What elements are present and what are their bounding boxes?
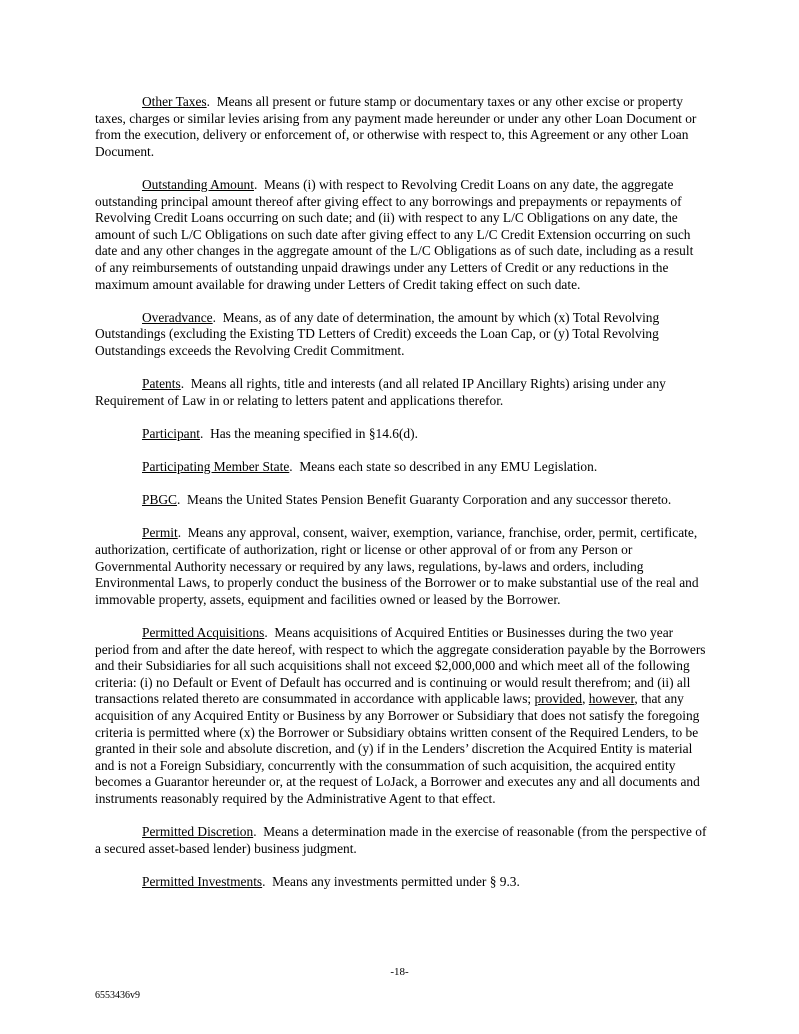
page-number: -18- [390, 966, 409, 978]
defined-term: Other Taxes [142, 94, 207, 109]
defined-term: Permitted Discretion [142, 824, 254, 840]
definition-other-taxes: Other Taxes. Means all present or future stamp or documentary taxes or any other excise or property taxes, charges or similar levies arising from any payment made hereunder or under any other Loan Document or from the execution, delivery or enforcement of, or otherwise with respect to, this Agreement or any other Loan Document. [95, 94, 697, 159]
definition-overadvance: Overadvance. Means, as of any date of determination, the amount by which (x) Total Revolving Outstandings (excluding the Existing TD Letters of Credit) exceeds the Loan Cap, or (y) Total Revolving Outstandings exceeds the Revolving Credit Commitment. [95, 309, 660, 358]
definition-participating-member-state: Participating Member State. Means each state so described in any EMU Legislation. [142, 459, 598, 475]
definition-pbgc: PBGC. Means the United States Pension Benefit Guaranty Corporation and any successor thereto. [142, 492, 672, 508]
definition-text: Means (i) with respect to Revolving Credit Loans on any date, the aggregate outstanding principal amount thereof after giving effect to any borrowings and prepayments or repayments of Revolving Credit Loans occurring on such date; and (ii) with respect to any L/C Obligations on any date, the amount of such L/C Obligations on such date after giving effect to any L/C Credit Extension occurring on such date and any other changes in the aggregate amount of the L/C Obligations as of such date, including as a result of any reimbursements of outstanding unpaid drawings under any Letters of Credit or any reductions in the maximum amount available for drawing under Letters of Credit taking effect on such date. [95, 176, 694, 292]
defined-term: Permitted Investments [142, 873, 263, 889]
definition-permitted-discretion: Permitted Discretion. Means a determination made in the exercise of reasonable (from the perspective of a secured asset-based lender) business judgment. [95, 824, 707, 856]
definition-text: Has the meaning specified in §14.6(d). [210, 425, 418, 441]
provided-word: provided [534, 691, 583, 707]
document-id: 6553436v9 [95, 990, 140, 1001]
definition-outstanding-amount: Outstanding Amount. Means (i) with respect to Revolving Credit Loans on any date, the aggregate outstanding principal amount thereof after giving effect to any borrowings and prepayments or repayments of Revolving Credit Loans occurring on such date; and (ii) with respect to any L/C Obligations on any date, the amount of such L/C Obligations on such date after giving effect to any L/C Credit Extension occurring on such date and any other changes in the aggregate amount of the L/C Obligations as of such date, including as a result of any reimbursements of outstanding unpaid drawings under any Letters of Credit or any reductions in the maximum amount available for drawing under Letters of Credit taking effect on such date. [95, 176, 694, 292]
definition-text: Means each state so described in any EMU Legislation. [299, 459, 598, 475]
defined-term: Participating Member State [142, 459, 290, 475]
definition-text: Means all rights, title and interests (and all related IP Ancillary Rights) arising under any Requirement of Law in or relating to letters patent and applications therefor. [95, 376, 666, 408]
defined-term: Patents [142, 376, 181, 392]
definition-text: Means all present or future stamp or documentary taxes or any other excise or property taxes, charges or similar levies arising from any payment made hereunder or under any other Loan Document or from the execution, delivery or enforcement of, or otherwise with respect to, this Agreement or any other Loan Document. [95, 94, 697, 159]
defined-term: Outstanding Amount [142, 176, 254, 192]
separator: , [582, 691, 589, 707]
definition-text: Means acquisitions of Acquired Entities or Businesses during the two year period from and after the date hereof, with respect to which the aggregate consideration payable by the Borrowers and their Subsidiaries for all such acquisitions shall not exceed $2,000,000 and which meet all of the following criteria: (i) no Default or Event of Default has occurred and is continuing or would result therefrom; and (ii) all transactions related thereto are consummated in accordance with applicable laws; [95, 625, 706, 707]
definition-permitted-investments: Permitted Investments. Means any investments permitted under § 9.3. [142, 873, 520, 889]
definition-text-continued: , that any acquisition of any Acquired Entity or Business by any Borrower or Subsidiary that does not satisfy the foregoing criteria is permitted where (x) the Borrower or Subsidiary obtains written consent of the Required Lenders, to be granted in their sole and absolute discretion, and (y) if in the Lenders’ discretion the Acquired Entity is material and is not a Foreign Subsidiary, concurrently with the consummation of such acquisition, the acquired entity becomes a Guarantor hereunder or, at the request of LoJack, a Borrower and executes any and all documents and instruments reasonably required by the Administrative Agent to that effect. [95, 691, 700, 806]
definition-permit: Permit. Means any approval, consent, waiver, exemption, variance, franchise, order, permit, certificate, authorization, certificate of authorization, right or license or other approval of or from any Person or Governmental Authority necessary or required by any laws, regulations, by-laws and orders, including Environmental Laws, to properly conduct the business of the Borrower or to make substantial use of the real and immovable property, assets, equipment and facilities owned or leased by the Borrower. [95, 525, 699, 607]
defined-term: Permitted Acquisitions [142, 625, 265, 640]
definition-text: Means the United States Pension Benefit Guaranty Corporation and any successor thereto. [187, 492, 672, 508]
defined-term: Overadvance [142, 309, 213, 325]
defined-term: Participant [142, 425, 201, 441]
definition-text: Means any investments permitted under § 9.3. [272, 873, 520, 889]
definition-text: Means a determination made in the exercise of reasonable (from the perspective of a secured asset-based lender) business judgment. [95, 824, 707, 856]
definition-permitted-acquisitions: Permitted Acquisitions. Means acquisitions of Acquired Entities or Businesses during the two year period from and after the date hereof, with respect to which the aggregate consideration payable by the Borrowers and their Subsidiaries for all such acquisitions shall not exceed $2,000,000 and which meet all of the following criteria: (i) no Default or Event of Default has occurred and is continuing or would result therefrom; and (ii) all transactions related thereto are consummated in accordance with applicable laws; provided, however, that any acquisition of any Acquired Entity or Business by any Borrower or Subsidiary that does not satisfy the foregoing criteria is permitted where (x) the Borrower or Subsidiary obtains written consent of the Required Lenders, to be granted in their sole and absolute discretion, and (y) if in the Lenders’ discretion the Acquired Entity is material and is not a Foreign Subsidiary, concurrently with the consummation of such acquisition, the acquired entity becomes a Guarantor hereunder or, at the request of LoJack, a Borrower and executes any and all documents and instruments reasonably required by the Administrative Agent to that effect. [95, 625, 706, 806]
however-word: however [588, 691, 635, 707]
definition-patents: Patents. Means all rights, title and interests (and all related IP Ancillary Rights) arising under any Requirement of Law in or relating to letters patent and applications therefor. [95, 376, 666, 408]
document-body [95, 94, 707, 907]
defined-term: PBGC [142, 492, 177, 508]
definition-text: Means, as of any date of determination, the amount by which (x) Total Revolving Outstandings (excluding the Existing TD Letters of Credit) exceeds the Loan Cap, or (y) Total Revolving Outstandings exceeds the Revolving Credit Commitment. [95, 309, 660, 358]
defined-term: Permit [142, 525, 178, 541]
definition-text: Means any approval, consent, waiver, exemption, variance, franchise, order, permit, certificate, authorization, certificate of authorization, right or license or other approval of or from any Person or Governmental Authority necessary or required by any laws, regulations, by-laws and orders, including Environmental Laws, to properly conduct the business of the Borrower or to make substantial use of the real and immovable property, assets, equipment and facilities owned or leased by the Borrower. [95, 525, 699, 607]
definition-participant: Participant. Has the meaning specified in §14.6(d). [142, 425, 418, 441]
